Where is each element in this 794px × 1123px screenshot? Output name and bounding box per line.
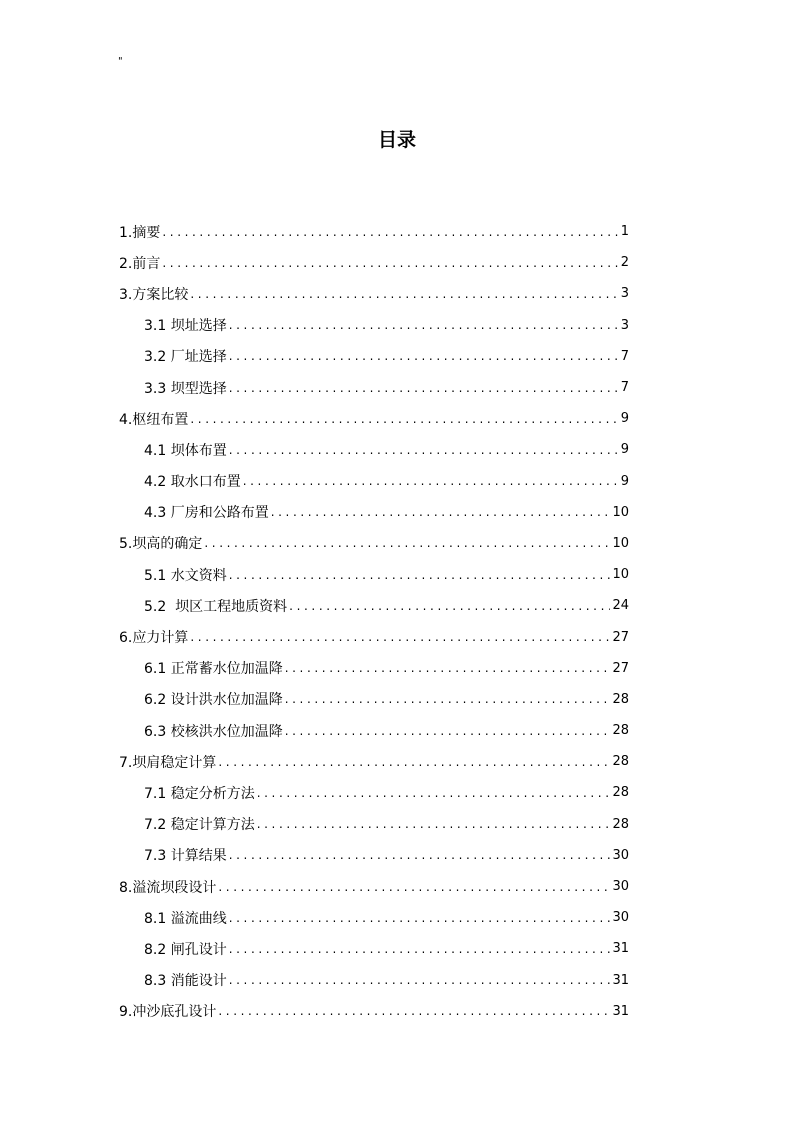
toc-entry-label: 5.2 坝区工程地质资料 [144, 598, 288, 615]
dot-leader [229, 349, 619, 363]
toc-entry[interactable] [0, 996, 629, 1027]
dot-leader [190, 630, 610, 644]
toc-entry-label: 7.1 稳定分析方法 [144, 785, 255, 802]
toc-entry[interactable] [0, 216, 629, 247]
dot-leader [289, 599, 610, 613]
toc-entry-page-number: 27 [612, 629, 629, 645]
toc-entry-page-number: 28 [612, 816, 629, 832]
toc-entry-page-number: 27 [612, 660, 629, 676]
toc-entry[interactable] [0, 434, 629, 465]
toc-entry-page-number: 7 [620, 348, 629, 364]
toc-entry-label: 7.3 计算结果 [144, 848, 227, 865]
toc-entry[interactable] [0, 497, 629, 528]
toc-entry[interactable] [0, 902, 629, 933]
toc-entry[interactable] [0, 372, 629, 403]
toc-entry[interactable] [0, 840, 629, 871]
dot-leader [229, 973, 611, 987]
dot-leader [257, 786, 611, 800]
toc-entry-label: 6.3 校核洪水位加温降 [144, 723, 283, 740]
toc-entry-label: 4.2 取水口布置 [144, 474, 241, 491]
toc-entry-label: 7.坝肩稳定计算 [119, 754, 217, 771]
toc-entry[interactable] [0, 965, 629, 996]
toc-entry-page-number: 30 [612, 879, 629, 895]
toc-entry-label: 6.应力计算 [119, 630, 189, 647]
dot-leader [162, 225, 618, 239]
toc-entry-page-number: 3 [620, 317, 629, 333]
toc-entry-label: 3.1 坝址选择 [144, 318, 227, 335]
toc-entry[interactable] [0, 809, 629, 840]
dot-leader [204, 536, 610, 550]
toc-entry-label: 4.3 厂房和公路布置 [144, 505, 269, 522]
toc-entry-page-number: 28 [612, 691, 629, 707]
toc-entry[interactable] [0, 715, 629, 746]
toc-entry[interactable] [0, 247, 629, 278]
toc-entry-label: 4.1 坝体布置 [144, 442, 227, 459]
toc-entry[interactable] [0, 590, 629, 621]
dot-leader [218, 755, 610, 769]
page-title: 目录 [377, 129, 416, 151]
toc-entry[interactable] [0, 777, 629, 808]
toc-entry-label: 6.2 设计洪水位加温降 [144, 692, 283, 709]
toc-entry[interactable] [0, 559, 629, 590]
dot-leader [285, 724, 611, 738]
toc-entry-label: 6.1 正常蓄水位加温降 [144, 661, 283, 678]
toc-entry-page-number: 1 [620, 224, 629, 240]
dot-leader [229, 318, 619, 332]
dot-leader [229, 911, 611, 925]
toc-entry-page-number: 10 [612, 567, 629, 583]
toc-entry-label: 9.冲沙底孔设计 [119, 1004, 217, 1021]
toc-entry-label: 3.3 坝型选择 [144, 380, 227, 397]
dot-leader [190, 412, 618, 426]
dot-leader [229, 568, 611, 582]
toc-entry-label: 8.溢流坝段设计 [119, 879, 217, 896]
dot-leader [229, 848, 611, 862]
dot-leader [229, 942, 611, 956]
toc-entry-label: 4.枢纽布置 [119, 411, 189, 428]
toc-entry-page-number: 31 [612, 1003, 629, 1019]
toc-entry-page-number: 9 [620, 411, 629, 427]
toc-entry-page-number: 10 [612, 504, 629, 520]
toc-entry[interactable] [0, 403, 629, 434]
dot-leader [190, 287, 618, 301]
toc-entry-page-number: 10 [612, 535, 629, 551]
toc-entry[interactable] [0, 466, 629, 497]
toc-entry-page-number: 3 [620, 286, 629, 302]
toc-entry-page-number: 30 [612, 910, 629, 926]
toc-entry[interactable] [0, 653, 629, 684]
toc-entry-label: 3.方案比较 [119, 286, 189, 303]
toc-entry[interactable] [0, 933, 629, 964]
header-mark: " [118, 56, 123, 67]
dot-leader [285, 661, 611, 675]
toc-entry[interactable] [0, 310, 629, 341]
toc-entry[interactable] [0, 278, 629, 309]
dot-leader [218, 1004, 610, 1018]
dot-leader [218, 880, 610, 894]
toc-entry-page-number: 30 [612, 847, 629, 863]
toc-entry[interactable] [0, 684, 629, 715]
toc-entry-label: 1.摘要 [119, 224, 161, 241]
toc-entry[interactable] [0, 528, 629, 559]
dot-leader [257, 817, 611, 831]
toc-entry-label: 2.前言 [119, 255, 161, 272]
toc-entry-label: 8.2 闸孔设计 [144, 941, 227, 958]
toc-entry[interactable] [0, 341, 629, 372]
toc-entry-page-number: 9 [620, 442, 629, 458]
toc-entry-page-number: 28 [612, 785, 629, 801]
dot-leader [243, 474, 619, 488]
dot-leader [162, 256, 618, 270]
table-of-contents [0, 216, 794, 1027]
toc-entry[interactable] [0, 871, 629, 902]
toc-entry-label: 8.1 溢流曲线 [144, 910, 227, 927]
dot-leader [229, 443, 619, 457]
toc-entry-label: 3.2 厂址选择 [144, 349, 227, 366]
toc-entry-page-number: 24 [612, 598, 629, 614]
toc-entry-label: 5.1 水文资料 [144, 567, 227, 584]
dot-leader [285, 692, 611, 706]
toc-entry-page-number: 31 [612, 972, 629, 988]
toc-entry-label: 8.3 消能设计 [144, 973, 227, 990]
toc-entry[interactable] [0, 746, 629, 777]
toc-entry-page-number: 2 [620, 255, 629, 271]
dot-leader [229, 381, 619, 395]
toc-entry-label: 5.坝高的确定 [119, 536, 203, 553]
toc-entry-page-number: 7 [620, 380, 629, 396]
dot-leader [271, 505, 611, 519]
toc-entry-page-number: 28 [612, 754, 629, 770]
toc-entry[interactable] [0, 621, 629, 652]
toc-entry-page-number: 9 [620, 473, 629, 489]
toc-entry-page-number: 28 [612, 723, 629, 739]
toc-entry-page-number: 31 [612, 941, 629, 957]
toc-entry-label: 7.2 稳定计算方法 [144, 817, 255, 834]
